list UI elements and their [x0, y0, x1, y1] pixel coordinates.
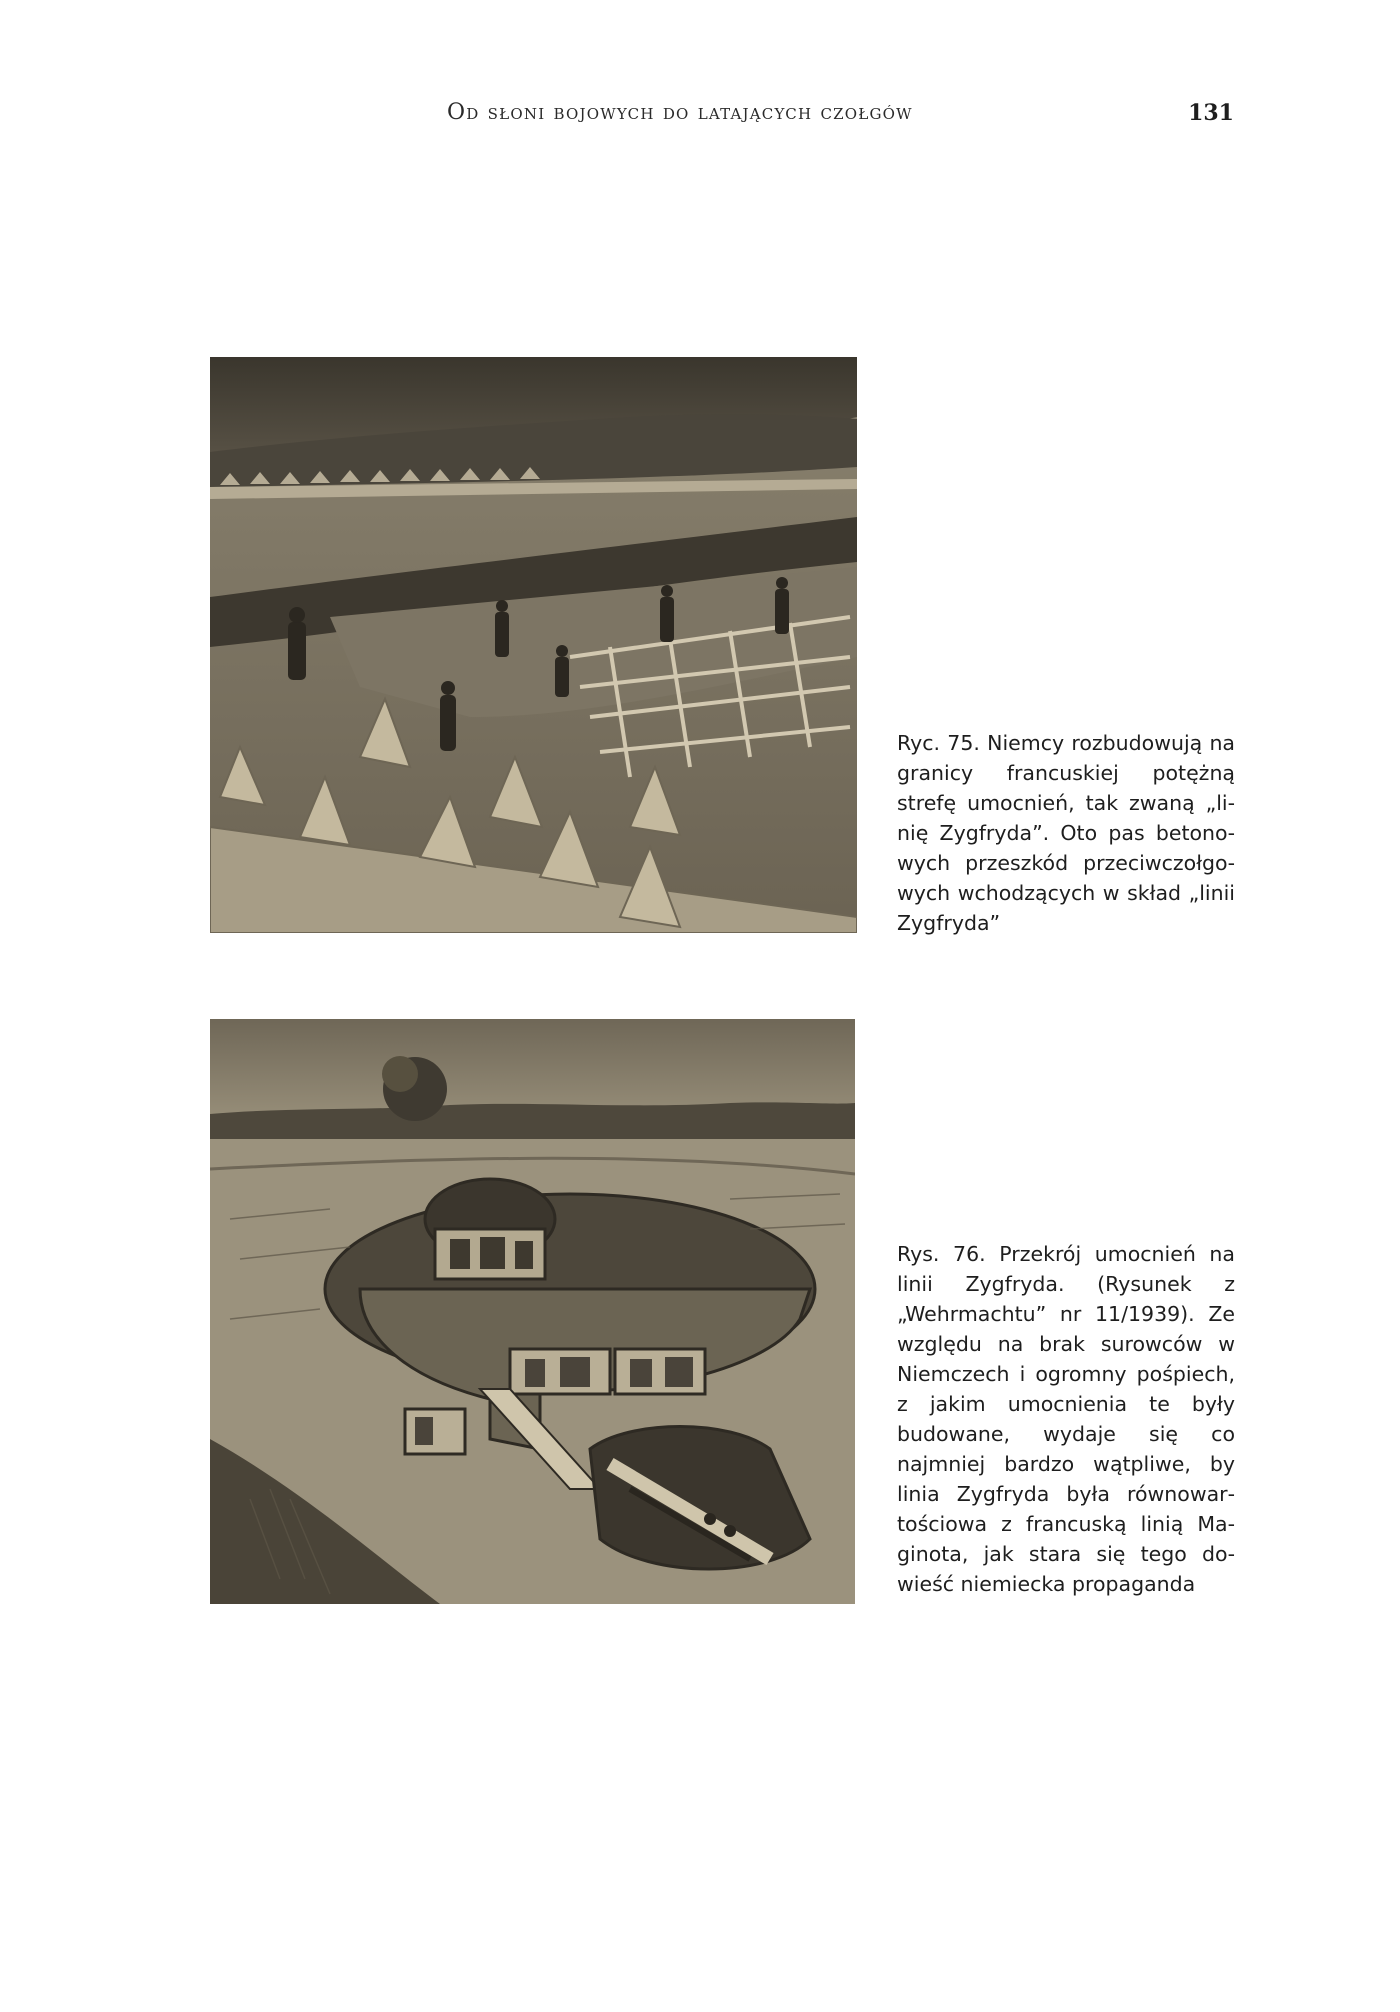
- page-number: 131: [1188, 100, 1234, 126]
- figure-75-caption: Ryc. 75. Niemcy rozbudowują na granicy francuskiej potężną strefę umocnień, tak zwaną „linię Zygfryda”. Oto pas betonowych przeszkód przeciwczołgowych wchodzących w skład „linii Zygfryda”: [897, 731, 1235, 935]
- running-title: Od słoni bojowych do latających czołgów: [447, 100, 913, 125]
- figure-76-drawing: [210, 1019, 855, 1604]
- figure-76-caption: Rys. 76. Przekrój umocnień na linii Zygfryda. (Rysunek z „Wehrmachtu” nr 11/1939). Ze względu na brak surowców w Niemczech i ogromny pośpiech, z jakim umocnienia te były budowane, wydaje się co najmniej bardzo wątpliwe, by linia Zygfryda była równowartościowa z francuską linią Maginota, jak stara się tego dowieść niemiecka propaganda: [897, 1242, 1235, 1596]
- figure-75-photo: [210, 357, 857, 933]
